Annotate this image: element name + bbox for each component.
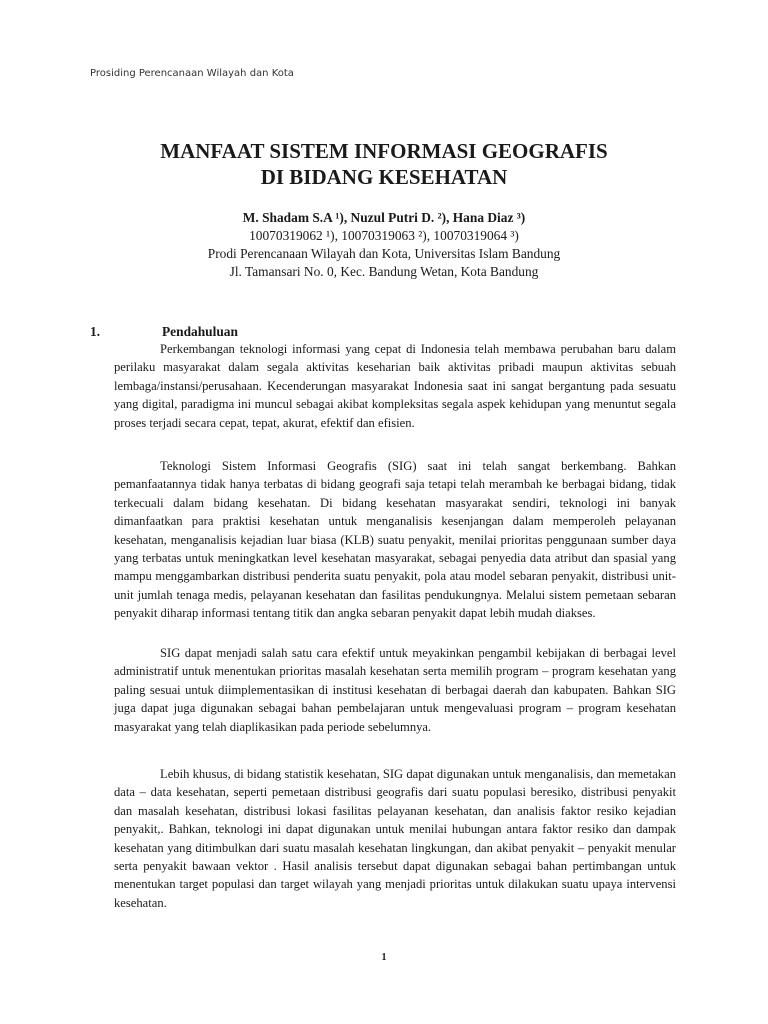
paragraph-text: Lebih khusus, di bidang statistik kesehatan, SIG dapat digunakan untuk menganalisis, dan memetakan data – data kesehatan, seperti pemetaan distribusi geografis dari suatu populasi beresiko, distribusi penyakit dan masalah kesehatan, distribusi lokasi fasilitas pelayanan kesehatan, dan analisis faktor resiko kejadian penyakit,. Bahkan, teknologi ini dapat digunakan untuk menilai hubungan antara faktor resiko dan dampak kesehatan yang ditimbulkan dari suatu masalah kesehatan lingkungan, dan akibat penyakit – penyakit menular serta penyakit bawaan vektor . Hasil analisis tersebut dapat digunakan sebagai bahan pertimbangan untuk menentukan target populasi dan target wilayah yang menjadi prioritas untuk dilakukan suatu upaya intervensi kesehatan.: [114, 767, 676, 910]
page-number: 1: [381, 952, 387, 963]
author-address: Jl. Tamansari No. 0, Kec. Bandung Wetan, Kota Bandung: [229, 264, 539, 279]
paragraph-1: [114, 340, 676, 432]
author-names: M. Shadam S.A ¹), Nuzul Putri D. ²), Hana Diaz ³): [242, 210, 526, 225]
title-line-2: DI BIDANG KESEHATAN: [260, 165, 508, 189]
author-affiliation: Prodi Perencanaan Wilayah dan Kota, Universitas Islam Bandung: [207, 246, 561, 261]
paper-title: [0, 138, 768, 190]
section-title: Pendahuluan: [162, 324, 238, 339]
section-number: 1.: [90, 324, 101, 339]
author-ids: 10070319062 ¹), 10070319063 ²), 10070319064 ³): [249, 228, 519, 243]
paragraph-text: Perkembangan teknologi informasi yang cepat di Indonesia telah membawa perubahan baru dalam perilaku masyarakat dalam segala aktivitas keseharian baik aktivitas pribadi maupun aktivitas sebuah lembaga/instansi/perusahaan. Kecenderungan masyarakat Indonesia saat ini sangat bergantung pada sesuatu yang digital, paradigma ini muncul sebagai akibat kompleksitas segala aspek kehidupan yang menuntut segala proses terjadi secara cepat, tepat, akurat, efektif dan efisien.: [114, 342, 676, 430]
paragraph-3: [114, 644, 676, 736]
paragraph-4: [114, 765, 676, 912]
paragraph-2: [114, 457, 676, 623]
running-header: Prosiding Perencanaan Wilayah dan Kota: [90, 68, 294, 79]
section-heading: [90, 324, 238, 340]
paragraph-text: SIG dapat menjadi salah satu cara efektif untuk meyakinkan pengambil kebijakan di berbagai level administratif untuk menentukan prioritas masalah kesehatan serta memilih program – program kesehatan yang paling sesuai untuk diimplementasikan di institusi kesehatan di berbagai daerah dan kabupaten. Bahkan SIG juga dapat juga digunakan sebagai bahan pembelajaran untuk mengevaluasi program – program kesehatan masyarakat yang telah diaplikasikan pada periode sebelumnya.: [114, 646, 676, 734]
author-block: [0, 209, 768, 281]
paragraph-text: Teknologi Sistem Informasi Geografis (SIG) saat ini telah sangat berkembang. Bahkan pemanfaatannya tidak hanya terbatas di bidang geografi saja tetapi telah merambah ke berbagai bidang, tidak terkecuali dalam bidang kesehatan. Di bidang kesehatan masyarakat sendiri, teknologi ini banyak dimanfaatkan para praktisi kesehatan untuk menganalisis kesenjangan dalam memperoleh pelayanan kesehatan, menganalisis kejadian luar biasa (KLB) suatu penyakit, menilai prioritas penggunaan sumber daya yang terbatas untuk meningkatkan level kesehatan masyarakat, sebagai penyedia data atribut dan spasial yang mampu menggambarkan distribusi penderita suatu penyakit, pola atau model sebaran penyakit, distribusi unit-unit jumlah tenaga medis, pelayanan kesehatan dan fasilitas pendukungnya. Melalui sistem pemetaan sebaran penyakit diharap informasi tentang titik dan angka sebaran penyakit dapat lebih mudah diakses.: [114, 459, 676, 621]
title-line-1: MANFAAT SISTEM INFORMASI GEOGRAFIS: [160, 139, 608, 163]
